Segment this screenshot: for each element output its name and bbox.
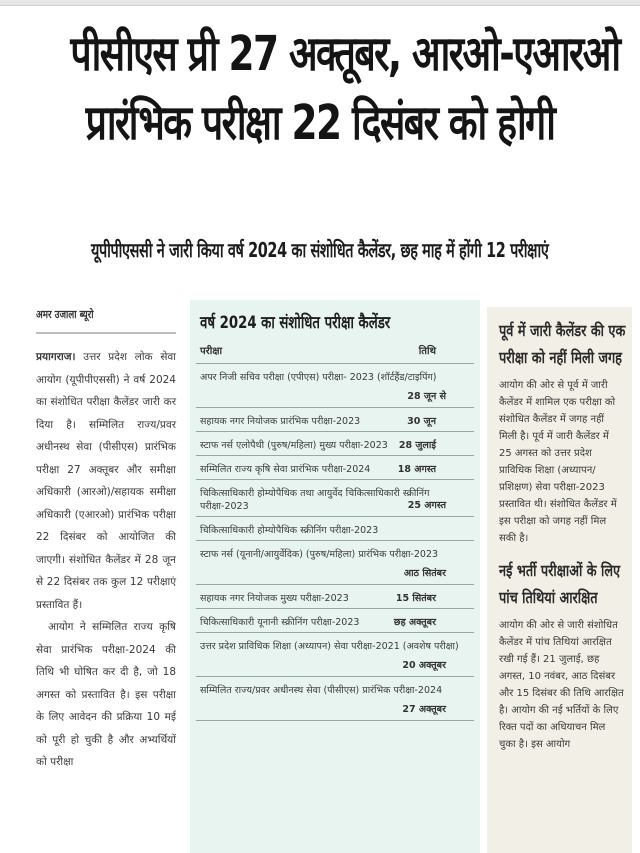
exam-name: चिकित्साधिकारी होम्योपैथिक स्क्रीनिंग परीक्षा-2023	[200, 524, 379, 536]
exam-name: चिकित्साधिकारी यूनानी स्क्रीनिंग परीक्षा-2023	[200, 616, 360, 628]
article-paragraph-2: आयोग ने सम्मिलित राज्य कृषि सेवा प्रारंभिक परीक्षा-2024 की तिथि भी घोषित कर दी है, जो 18 अगस्त को प्रस्तावित है। इस परीक्षा के लिए आवेदन की प्रक्रिया 10 मई को पूरी हो चुकी है और अभ्यर्थियों को परीक्षा	[36, 621, 176, 768]
exam-name: सहायक नगर नियोजक मुख्य परीक्षा-2023	[200, 592, 349, 604]
byline-text: अमर उजाला ब्यूरो	[36, 308, 94, 321]
column-header-date: तिथि	[418, 346, 436, 357]
sidebar-heading-1	[499, 317, 624, 371]
sidebar-text-1: आयोग की ओर से पूर्व में जारी कैलेंडर में शामिल एक परीक्षा को संशोधित कैलेंडर में जगह नहीं मिली है। पूर्व में जारी कैलेंडर में 25 अगस्त को उत्तर प्रदेश प्राविधिक शिक्षा (अध्यापन/प्रशिक्षण) सेवा परीक्षा-2023 प्रस्तावित थी। संशोधित कैलेंडर में इस परीक्षा को जगह नहीं मिल सकी है।	[499, 380, 617, 544]
sidebar-text-2: आयोग की ओर से जारी संशोधित कैलेंडर में पांच तिथियां आरक्षित रखी गई हैं। 21 जुलाई, छह अगस्त, 10 नवंबर, आठ दिसंबर और 15 दिसंबर की तिथि आरक्षित है। आयोग की नई भर्तियों के लिए रिक्त पदों का अधियाचन मिल चुका है। इस आयोग	[499, 620, 624, 750]
exam-name: सहायक नगर नियोजक प्रारंभिक परीक्षा-2023	[200, 415, 361, 427]
dateline: प्रयागराज।	[36, 351, 76, 363]
article-body-column	[36, 307, 176, 774]
headline-line-2: प्रारंभिक परीक्षा 22 दिसंबर को होगी	[85, 95, 555, 151]
headline-line-1: पीसीएस प्री 27 अक्तूबर, आरओ-एआरओ	[70, 26, 620, 82]
calendar-header-row	[196, 333, 474, 364]
exam-date: 28 जून से	[407, 391, 446, 402]
subheadline	[0, 236, 640, 263]
exam-name: सम्मिलित राज्य/प्रवर अधीनस्थ सेवा (पीसीएस) प्रारंभिक परीक्षा-2024	[200, 685, 443, 696]
exam-name: अपर निजी सचिव परीक्षा (एपीएस) परीक्षा- 2023 (शॉर्टहैंड/टाइपिंग)	[200, 372, 437, 383]
exam-date: 28 जुलाई	[398, 439, 436, 451]
exam-name: सम्मिलित राज्य कृषि सेवा प्रारंभिक परीक्षा-2024	[200, 463, 371, 475]
column-header-exam: परीक्षा	[200, 346, 223, 357]
heading-1-line-1: पूर्व में जारी कैलेंडर की एक	[499, 321, 626, 340]
top-browser-strip	[0, 0, 640, 6]
heading-2-line-2: पांच तिथियां आरक्षित	[499, 588, 598, 607]
table-row	[196, 408, 474, 432]
exam-date: 18 अगस्त	[397, 463, 436, 475]
calendar-title	[196, 310, 474, 333]
table-row	[196, 432, 474, 456]
exam-name: स्टाफ नर्स एलोपैथी (पुरुष/महिला) मुख्य परीक्षा-2023	[200, 439, 388, 451]
exam-date: 25 अगस्त	[407, 500, 446, 511]
table-row	[196, 633, 474, 677]
table-row	[196, 364, 474, 408]
subheadline-text: यूपीपीएससी ने जारी किया वर्ष 2024 का संशोधित कैलेंडर, छह माह में होंगी 12 परीक्षाएं	[91, 238, 549, 262]
table-row	[196, 517, 474, 541]
table-row	[196, 677, 474, 721]
heading-2-line-1: नई भर्ती परीक्षाओं के लिए	[499, 561, 621, 580]
exam-name: उत्तर प्रदेश प्राविधिक शिक्षा (अध्यापन) सेवा परीक्षा-2021 (अवशेष परीक्षा)	[200, 641, 459, 652]
exam-date: 27 अक्तूबर	[402, 704, 446, 715]
table-row	[196, 456, 474, 480]
exam-date: 15 सितंबर	[395, 592, 436, 604]
exam-date: 20 अक्तूबर	[402, 660, 446, 671]
exam-calendar-box	[190, 300, 480, 853]
table-row	[196, 480, 474, 517]
sidebar-heading-2	[499, 557, 624, 611]
exam-name: चिकित्साधिकारी होम्योपैथिक तथा आयुर्वेद चिकित्साधिकारी स्क्रीनिंग परीक्षा-2023	[200, 488, 430, 512]
calendar-title-text: वर्ष 2024 का संशोधित परीक्षा कैलेंडर	[200, 313, 391, 333]
exam-date: छह अक्तूबर	[393, 616, 436, 628]
exam-name: स्टाफ नर्स (यूनानी/आयुर्वेदिक) (पुरुष/महिला) प्रारंभिक परीक्षा-2023	[200, 549, 439, 560]
table-row	[196, 609, 474, 633]
paragraph-1-text: उत्तर प्रदेश लोक सेवा आयोग (यूपीपीएससी) ने वर्ष 2024 का संशोधित परीक्षा कैलेंडर जारी कर दिया है। सम्मिलित राज्य/प्रवर अधीनस्थ सेवा (पीसीएस) प्रारंभिक परीक्षा 27 अक्तूबर और समीक्षा अधिकारी (आरओ)/सहायक समीक्षा अधिकारी (एआरओ) प्रारंभिक परीक्षा 22 दिसंबर को आयोजित की जाएगी। संशोधित कैलेंडर में 28 जून से 22 दिसंबर तक कुल 12 परीक्षाएं प्रस्तावित हैं।	[36, 351, 176, 611]
sidebar-boxes	[487, 307, 632, 853]
exam-date: 30 जून	[407, 415, 436, 427]
table-row	[196, 585, 474, 609]
exam-date: आठ सितंबर	[403, 568, 446, 579]
headline	[0, 18, 640, 156]
heading-1-line-2: परीक्षा को नहीं मिली जगह	[499, 348, 622, 367]
table-row	[196, 541, 474, 585]
byline	[36, 307, 176, 334]
article-paragraph-1	[36, 346, 176, 616]
